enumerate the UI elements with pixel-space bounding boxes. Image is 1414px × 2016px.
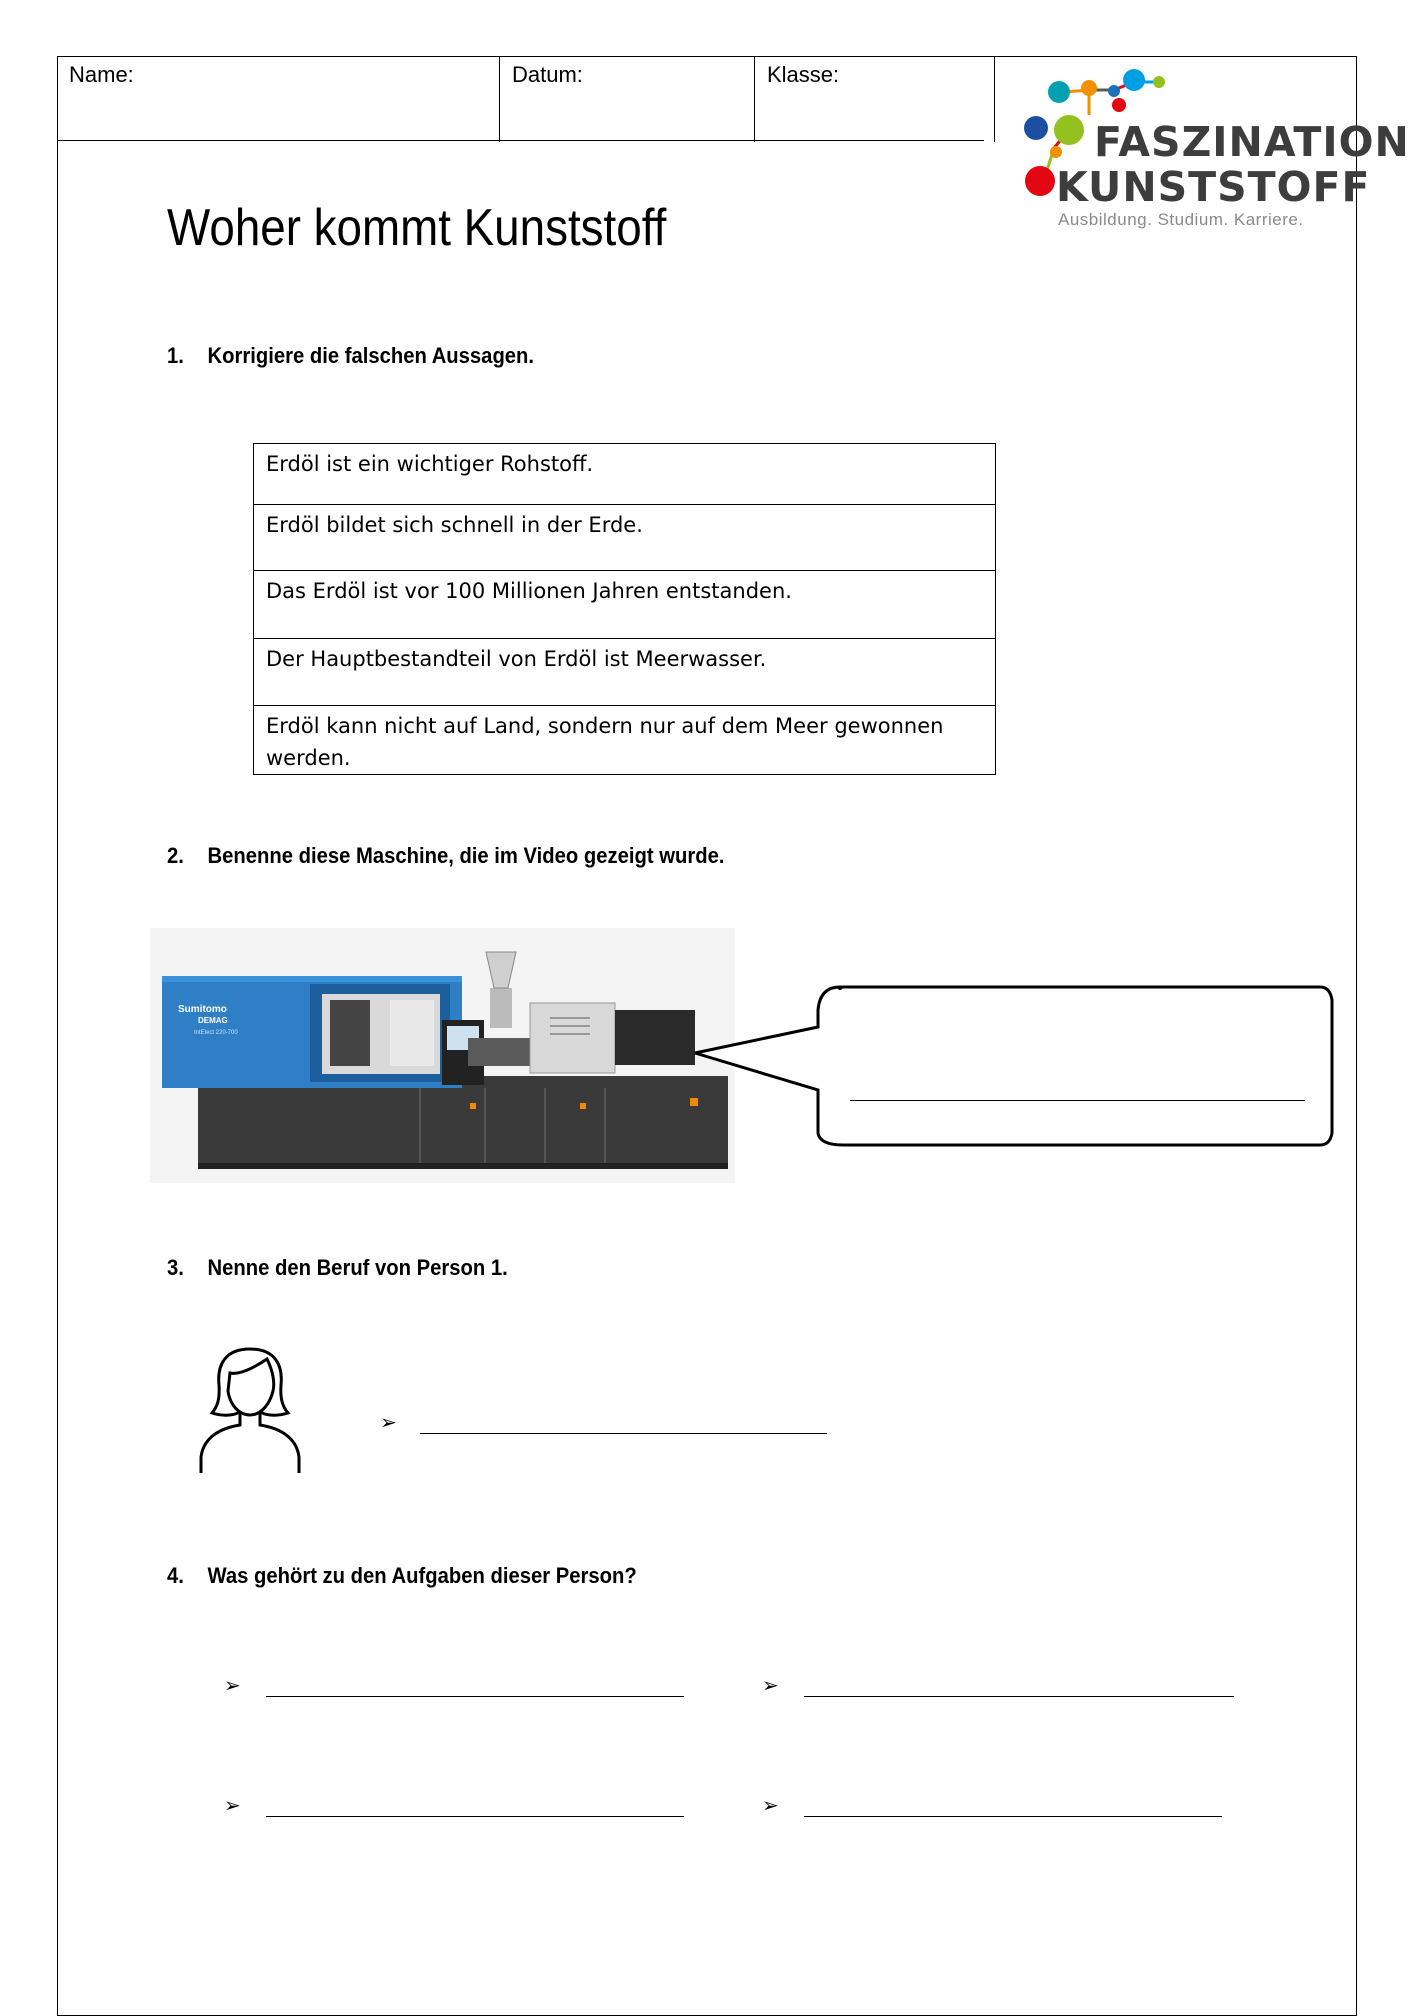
bullet-arrow-icon: ➢ [762,1675,779,1697]
answer-speech-bubble [690,975,1340,1155]
page-title: Woher kommt Kunststoff [167,199,667,257]
question-number: 1. [167,343,184,368]
bullet-arrow-icon: ➢ [762,1795,779,1817]
machine-sub: DEMAG [198,1016,228,1025]
bullet-arrow-icon: ➢ [380,1412,397,1434]
header-divider [57,140,984,141]
table-row[interactable] [254,505,996,571]
statement-cell[interactable]: Der Hauptbestandteil von Erdöl ist Meerwasser. [254,639,996,706]
statement-cell[interactable]: Erdöl bildet sich schnell in der Erde. [254,505,996,571]
faszination-kunststoff-logo [1004,60,1410,235]
profession-answer-line[interactable] [420,1433,827,1434]
statement-cell[interactable]: Das Erdöl ist vor 100 Millionen Jahren entstanden. [254,571,996,639]
table-row[interactable] [254,571,996,639]
logo-line1: FASZINATION [1094,118,1410,166]
table-row[interactable] [254,444,996,505]
machine-answer-line[interactable] [850,1100,1305,1101]
question-3 [167,1255,508,1281]
question-number: 4. [167,1563,184,1588]
person-icon [195,1345,310,1475]
table-row[interactable] [254,639,996,706]
name-label: Name: [69,62,134,87]
injection-molding-machine-image [150,928,735,1183]
class-field[interactable] [755,56,995,142]
task-answer-line[interactable] [804,1816,1222,1817]
question-4 [167,1563,637,1589]
logo-line2: KUNSTSTOFF [1056,163,1371,211]
machine-model: IntElect 220-700 [194,1030,238,1036]
question-text: Nenne den Beruf von Person 1. [207,1255,508,1280]
question-2 [167,843,724,869]
date-field[interactable] [500,56,755,142]
task-answer-line[interactable] [266,1816,684,1817]
question-text: Benenne diese Maschine, die im Video gezeigt wurde. [207,843,725,868]
name-field[interactable] [57,56,500,142]
class-label: Klasse: [767,62,840,87]
machine-brand: Sumitomo [178,1004,227,1015]
task-answer-line[interactable] [266,1696,684,1697]
bullet-arrow-icon: ➢ [224,1675,241,1697]
question-number: 2. [167,843,184,868]
statement-cell[interactable]: Erdöl kann nicht auf Land, sondern nur auf dem Meer gewonnen werden. [254,706,996,775]
task-answer-line[interactable] [804,1696,1234,1697]
statements-table [253,443,996,775]
bullet-arrow-icon: ➢ [224,1795,241,1817]
question-number: 3. [167,1255,184,1280]
question-1 [167,343,534,369]
question-text: Was gehört zu den Aufgaben dieser Person? [207,1563,637,1588]
question-text: Korrigiere die falschen Aussagen. [207,343,535,368]
date-label: Datum: [512,62,583,87]
table-row[interactable] [254,706,996,775]
statement-cell[interactable]: Erdöl ist ein wichtiger Rohstoff. [254,444,996,505]
logo-tagline: Ausbildung. Studium. Karriere. [1058,210,1304,229]
